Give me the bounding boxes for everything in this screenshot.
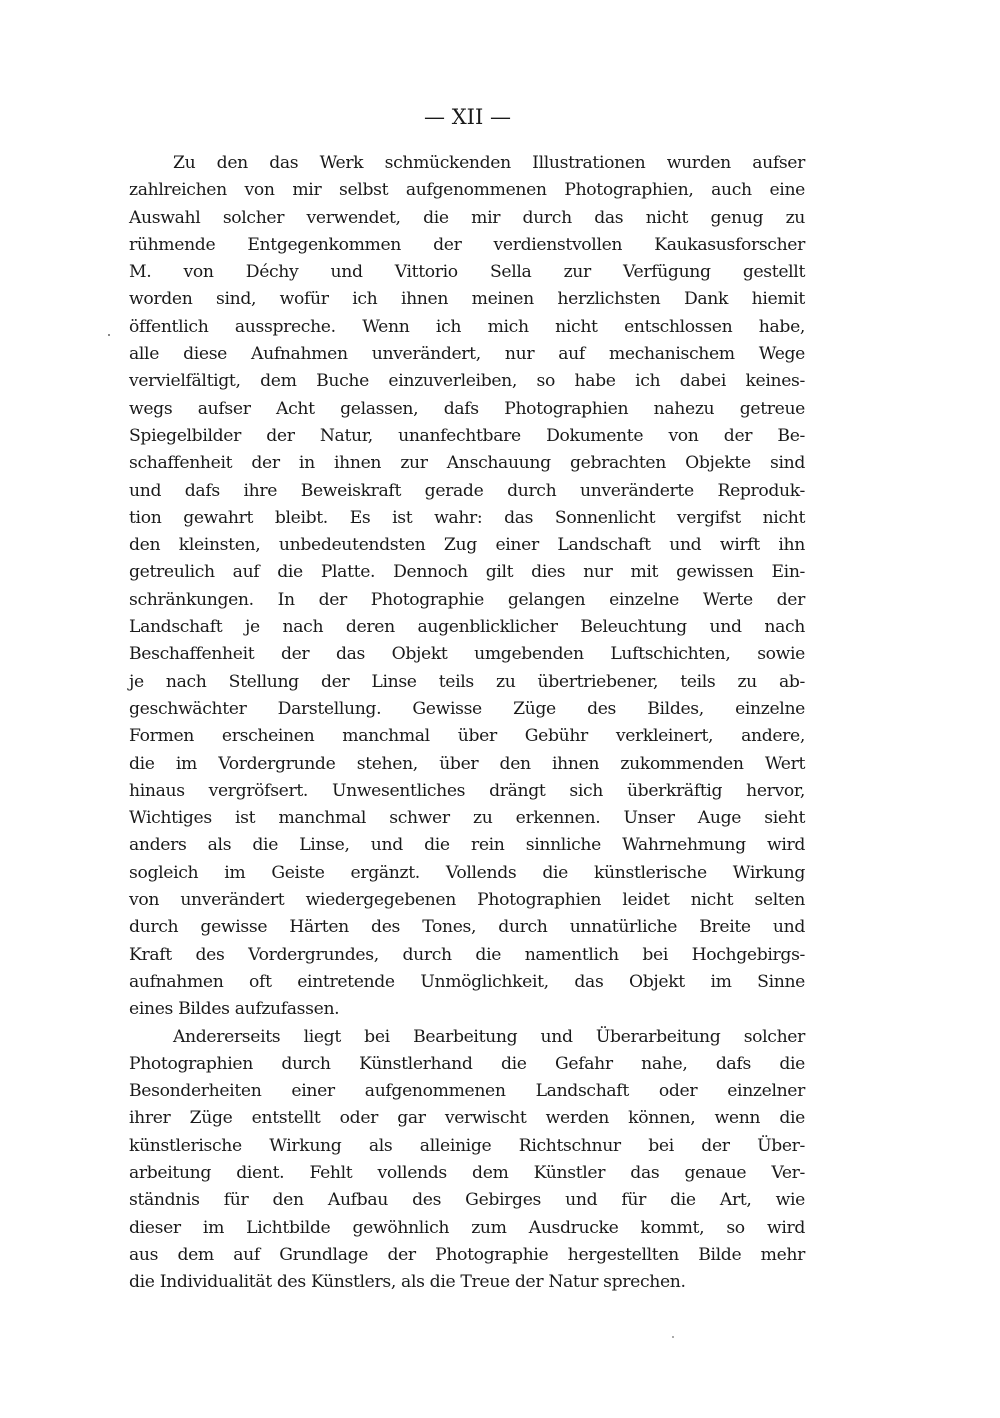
paragraph — [129, 1024, 805, 1297]
text-line: worden sind, wofür ich ihnen meinen herzlichsten Dank hiemit — [129, 289, 805, 310]
text-line: schränkungen. In der Photographie gelangen einzelne Werte der — [129, 589, 805, 610]
text-line: hinaus vergröfsert. Unwesentliches drängt sich überkräftig hervor, — [129, 780, 805, 801]
text-line: durch gewisse Härten des Tones, durch unnatürliche Breite und — [129, 917, 805, 938]
text-line: anders als die Linse, und die rein sinnliche Wahrnehmung wird — [129, 835, 805, 856]
text-line: Formen erscheinen manchmal über Gebühr verkleinert, andere, — [129, 726, 805, 747]
text-line: arbeitung dient. Fehlt vollends dem Künstler das genaue Ver- — [129, 1162, 805, 1183]
text-line: rühmende Entgegenkommen der verdienstvollen Kaukasusforscher — [129, 234, 805, 255]
text-line: getreulich auf die Platte. Dennoch gilt dies nur mit gewissen Ein- — [129, 562, 805, 583]
text-line: eines Bildes aufzufassen. — [129, 999, 340, 1020]
text-line: Beschaffenheit der das Objekt umgebenden Luftschichten, sowie — [129, 644, 805, 665]
text-line: dieser im Lichtbilde gewöhnlich zum Ausdrucke kommt, so wird — [129, 1217, 805, 1238]
text-line: den kleinsten, unbedeutendsten Zug einer Landschaft und wirft ihn — [129, 535, 805, 556]
text-line: Landschaft je nach deren augenblicklicher Beleuchtung und nach — [129, 617, 805, 638]
text-line: tion gewahrt bleibt. Es ist wahr: das Sonnenlicht vergifst nicht — [129, 507, 805, 528]
text-line: Besonderheiten einer aufgenommenen Landschaft oder einzelner — [129, 1081, 805, 1102]
text-line: zahlreichen von mir selbst aufgenommenen Photographien, auch eine — [129, 180, 805, 201]
text-line: die Individualität des Künstlers, als die Treue der Natur sprechen. — [129, 1272, 686, 1293]
text-line: aufnahmen oft eintretende Unmöglichkeit, das Objekt im Sinne — [129, 971, 805, 992]
paragraph — [129, 150, 805, 1024]
body-text — [129, 150, 805, 1296]
text-line: vervielfältigt, dem Buche einzuverleiben, so habe ich dabei keines- — [129, 371, 805, 392]
text-line: schaffenheit der in ihnen zur Anschauung gebrachten Objekte sind — [129, 453, 805, 474]
text-line: öffentlich ausspreche. Wenn ich mich nicht entschlossen habe, — [129, 316, 805, 337]
text-line: von unverändert wiedergegebenen Photographien leidet nicht selten — [129, 890, 805, 911]
text-line: je nach Stellung der Linse teils zu übertriebener, teils zu ab- — [129, 671, 805, 692]
text-line: wegs aufser Acht gelassen, dafs Photographien nahezu getreue — [129, 398, 805, 419]
text-line: Auswahl solcher verwendet, die mir durch das nicht genug zu — [129, 207, 805, 228]
text-line: Andererseits liegt bei Bearbeitung und Überarbeitung solcher — [173, 1026, 805, 1047]
text-line: ihrer Züge entstellt oder gar verwischt werden können, wenn die — [129, 1108, 805, 1129]
text-line: aus dem auf Grundlage der Photographie hergestellten Bilde mehr — [129, 1244, 805, 1265]
text-line: alle diese Aufnahmen unverändert, nur auf mechanischem Wege — [129, 344, 805, 365]
text-line: Zu den das Werk schmückenden Illustrationen wurden aufser — [173, 153, 805, 173]
text-line: Spiegelbilder der Natur, unanfechtbare Dokumente von der Be- — [129, 425, 805, 446]
text-line: M. von Déchy und Vittorio Sella zur Verfügung gestellt — [129, 262, 805, 283]
text-line: sogleich im Geiste ergänzt. Vollends die künstlerische Wirkung — [129, 862, 805, 883]
corner-speck — [672, 1336, 674, 1338]
text-line: ständnis für den Aufbau des Gebirges und für die Art, wie — [129, 1190, 805, 1211]
text-line: Wichtiges ist manchmal schwer zu erkennen. Unser Auge sieht — [129, 808, 805, 829]
margin-speck — [108, 334, 110, 336]
text-line: künstlerische Wirkung als alleinige Richtschnur bei der Über- — [129, 1135, 805, 1156]
text-line: und dafs ihre Beweiskraft gerade durch unveränderte Reproduk- — [129, 480, 805, 501]
text-line: die im Vordergrunde stehen, über den ihnen zukommenden Wert — [129, 753, 805, 774]
text-line: Photographien durch Künstlerhand die Gefahr nahe, dafs die — [129, 1053, 805, 1074]
page-number: — XII — — [424, 105, 511, 129]
text-line: geschwächter Darstellung. Gewisse Züge des Bildes, einzelne — [129, 698, 805, 719]
text-line: Kraft des Vordergrundes, durch die namentlich bei Hochgebirgs- — [129, 944, 805, 965]
